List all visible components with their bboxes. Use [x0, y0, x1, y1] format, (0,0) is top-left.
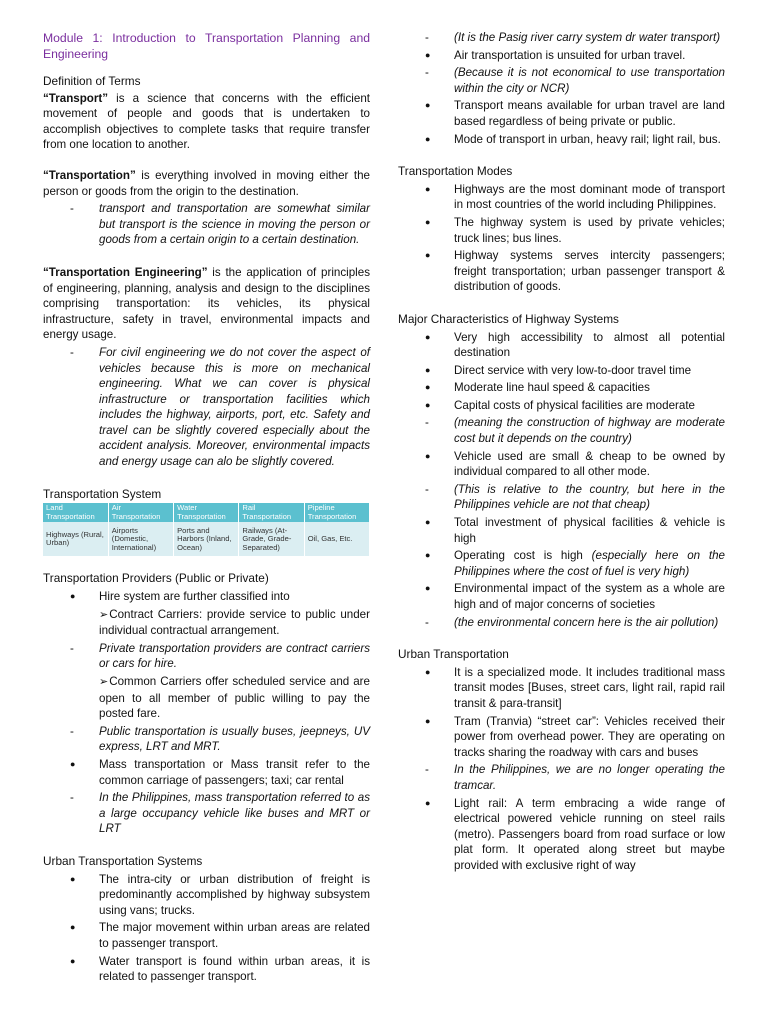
- table-header-cell: Air Transportation: [108, 503, 173, 522]
- common-carriers-text: Common Carriers offer scheduled service and are open to all member of public willing to pay the posted fare.: [99, 675, 370, 721]
- modes-heading: Transportation Modes: [398, 164, 513, 179]
- contract-carriers-text: Contract Carriers: provide service to public under individual contractual arrangement.: [99, 607, 370, 638]
- list-item: ● Tram (Tranvia) “street car”: Vehicles received their power from overhead power. They are operating on tracks sharing the roadway with cars and buses: [398, 714, 725, 761]
- list-item: ● Light rail: A term embracing a wide range of electrical powered vehicle running on steel rails (metro). Passengers board from road surface or low plat form. It operated along street but maybe provided with exclusive right of way: [398, 796, 725, 874]
- pasig-note: - (It is the Pasig river carry system dr water transport): [398, 30, 725, 46]
- list-item: ● Hire system are further classified into: [43, 589, 370, 605]
- list-item: ● Environmental impact of the system as a whole are high and of major concerns of societies: [398, 581, 725, 612]
- transportation-term: “Transportation”: [43, 168, 136, 182]
- transport-def-text: is a science that concerns with the efficient movement of people and goods that is undertaken to accomplish objectives to complete tasks that require transfer from one location to another.: [43, 91, 370, 152]
- table-row: [43, 522, 370, 556]
- arrow-icon: [99, 608, 109, 621]
- common-carriers-item: [43, 674, 370, 722]
- contract-carriers-item: [43, 607, 370, 639]
- providers-heading: Transportation Providers (Public or Private): [43, 571, 269, 586]
- urban-systems-heading: Urban Transportation Systems: [43, 853, 203, 868]
- arrow-icon: [99, 675, 109, 688]
- list-item: ● Highways are the most dominant mode of transport in most countries of the world including Philippines.: [398, 182, 725, 213]
- urban-heading: Urban Transportation: [398, 647, 509, 662]
- characteristics-note: - (This is relative to the country, but here in the Philippines vehicle are not that cheap): [398, 482, 725, 513]
- left-column: [43, 30, 370, 987]
- list-item: ● Vehicle used are small & cheap to be owned by individual compared to all other mode.: [398, 449, 725, 480]
- table-header-cell: Land Transportation: [43, 503, 108, 522]
- list-item: ● The major movement within urban areas are related to passenger transport.: [43, 920, 370, 951]
- urban-note: - In the Philippines, we are no longer operating the tramcar.: [398, 762, 725, 793]
- table-header-cell: Rail Transportation: [239, 503, 304, 522]
- right-column: [398, 30, 725, 876]
- table-cell: Railways (At-Grade, Grade-Separated): [239, 522, 304, 556]
- table-cell: Airports (Domestic, International): [108, 522, 173, 556]
- module-title: Module 1: Introduction to Transportation Planning and Engineering: [43, 31, 370, 61]
- list-item: ● The intra-city or urban distribution of freight is predominantly accomplished by highway subsystem using vans; trucks.: [43, 872, 370, 919]
- definition-heading: Definition of Terms: [43, 74, 141, 88]
- operating-cost-note: (especially here on the Philippines where the cost of fuel is very high): [454, 549, 725, 578]
- providers-note-private: - Private transportation providers are contract carriers or cars for hire.: [43, 641, 370, 672]
- list-item: ● Highway systems serves intercity passengers; freight transportation; urban passenger transport & distribution of goods.: [398, 248, 725, 295]
- table-header-row: [43, 503, 370, 522]
- list-item: ● Mass transportation or Mass transit refer to the common carriage of passengers; taxi; car rental: [43, 757, 370, 788]
- list-item: ● Mode of transport in urban, heavy rail; light rail, bus.: [398, 132, 725, 148]
- list-item: ● Direct service with very low-to-door travel time: [398, 363, 725, 379]
- engineering-note: - For civil engineering we do not cover the aspect of vehicles because this is more on mechanical engineering. What we can cover is physical infrastructure or transportation facilities which includes the highway, airports, port, etc. Safety and travel can be slightly covered especially about the accident analysis. Moreover, environmental impacts and energy usage can alo be slightly covered.: [43, 345, 370, 470]
- table-cell: Oil, Gas, Etc.: [304, 522, 369, 556]
- transportation-definition: [43, 168, 370, 199]
- list-item: [398, 548, 725, 579]
- characteristics-heading: Major Characteristics of Highway Systems: [398, 311, 619, 326]
- providers-note-mass: - In the Philippines, mass transportation referred to as a large occupancy vehicle like buses and MRT or LRT: [43, 790, 370, 837]
- table-cell: Ports and Harbors (Inland, Ocean): [174, 522, 239, 556]
- transport-definition: [43, 91, 370, 153]
- table-cell: Highways (Rural, Urban): [43, 522, 108, 556]
- engineering-term: “Transportation Engineering”: [43, 265, 208, 279]
- list-item: ● Air transportation is unsuited for urban travel.: [398, 48, 725, 64]
- air-note: - (Because it is not economical to use transportation within the city or NCR): [398, 65, 725, 96]
- list-item: ● Very high accessibility to almost all potential destination: [398, 330, 725, 361]
- list-item: ● Moderate line haul speed & capacities: [398, 380, 725, 396]
- list-item: ● Water transport is found within urban areas, it is related to passenger transport.: [43, 954, 370, 985]
- table-header-cell: Water Transportation: [174, 503, 239, 522]
- engineering-definition: [43, 265, 370, 343]
- operating-cost-text: Operating cost is high: [454, 549, 592, 563]
- system-heading: Transportation System: [43, 486, 162, 501]
- list-item: ● It is a specialized mode. It includes traditional mass transit modes [Buses, street cars, light rail, rapid rail transit & para-transit]: [398, 665, 725, 712]
- providers-note-public: - Public transportation is usually buses, jeepneys, UV express, LRT and MRT.: [43, 724, 370, 755]
- transportation-def-text: is everything involved in moving either the person or goods from the origin to the destination.: [43, 168, 370, 198]
- list-item: ● Total investment of physical facilities & vehicle is high: [398, 515, 725, 546]
- characteristics-note: - (the environmental concern here is the air pollution): [398, 615, 725, 631]
- transportation-system-table: [43, 503, 370, 556]
- list-item: ● Capital costs of physical facilities are moderate: [398, 398, 725, 414]
- transportation-note: - transport and transportation are somewhat similar but transport is the science in moving the person or goods from a certain origin to a certain destination.: [43, 201, 370, 248]
- engineering-def-text: is the application of principles of engineering, planning, analysis and design to the disciplines comprising transportation: its vehicles, its physical infrastructure, safety in travel, environmental impacts and energy usage.: [43, 265, 370, 342]
- table-header-cell: Pipeline Transportation: [304, 503, 369, 522]
- transport-term: “Transport”: [43, 91, 109, 105]
- list-item: ● The highway system is used by private vehicles; truck lines; bus lines.: [398, 215, 725, 246]
- list-item: ● Transport means available for urban travel are land based regardless of being private or public.: [398, 98, 725, 129]
- characteristics-note: - (meaning the construction of highway are moderate cost but it depends on the country): [398, 415, 725, 446]
